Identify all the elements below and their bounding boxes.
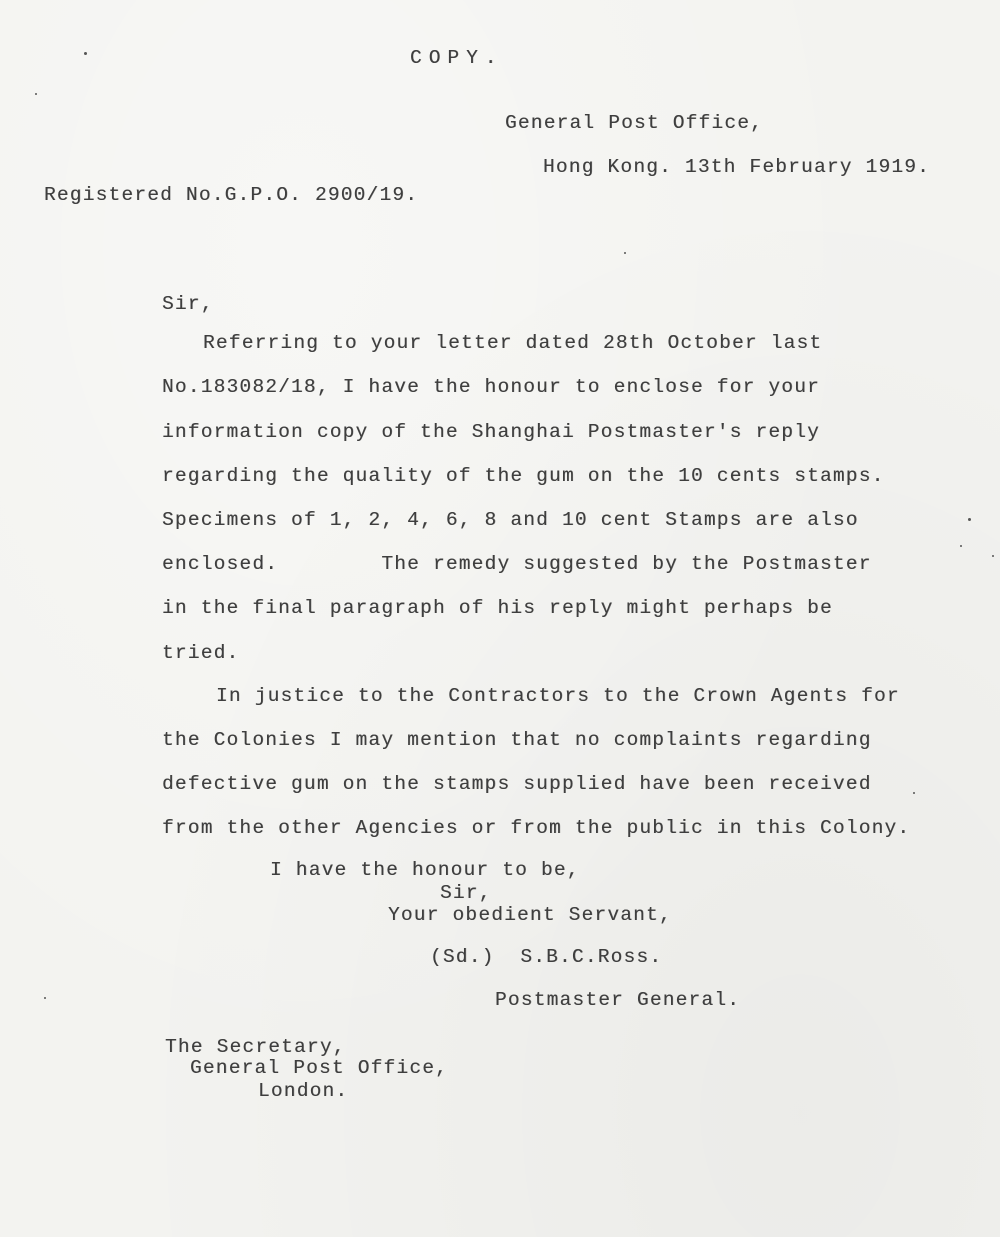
addressee-line: London. <box>258 1080 349 1102</box>
body-line: Specimens of 1, 2, 4, 6, 8 and 10 cent Stamps are also <box>162 509 859 531</box>
paper-speck <box>624 252 626 254</box>
registered-number: Registered No.G.P.O. 2900/19. <box>44 184 419 206</box>
closing-line: I have the honour to be, <box>270 859 580 881</box>
addressee-line: The Secretary, <box>165 1036 346 1058</box>
salutation: Sir, <box>162 293 214 315</box>
paper-speck <box>913 792 915 794</box>
signatory-title: Postmaster General. <box>495 989 741 1011</box>
body-line: In justice to the Contractors to the Crown Agents for <box>216 685 900 707</box>
paper-speck <box>35 93 37 95</box>
closing-sir: Sir, <box>440 882 492 904</box>
paper-speck <box>992 555 994 557</box>
paper-speck <box>968 518 971 521</box>
body-line: defective gum on the stamps supplied have been received <box>162 773 872 795</box>
paper-speck <box>44 997 46 999</box>
signature-line: (Sd.) S.B.C.Ross. <box>430 946 663 968</box>
body-line: Referring to your letter dated 28th October last <box>203 332 823 354</box>
body-line: tried. <box>162 642 240 664</box>
body-line: enclosed. The remedy suggested by the Postmaster <box>162 553 872 575</box>
body-line: information copy of the Shanghai Postmaster's reply <box>162 421 820 443</box>
body-line: regarding the quality of the gum on the 10 cents stamps. <box>162 465 885 487</box>
closing-servant: Your obedient Servant, <box>388 904 672 926</box>
body-line: from the other Agencies or from the public in this Colony. <box>162 817 911 839</box>
body-line: the Colonies I may mention that no complaints regarding <box>162 729 872 751</box>
copy-mark: COPY. <box>410 47 504 69</box>
paper-speck <box>960 545 962 547</box>
paper-speck <box>84 52 87 55</box>
addressee-line: General Post Office, <box>190 1057 449 1079</box>
body-line: in the final paragraph of his reply might perhaps be <box>162 597 833 619</box>
place-and-date: Hong Kong. 13th February 1919. <box>543 156 931 178</box>
sender-office: General Post Office, <box>505 112 764 134</box>
body-line: No.183082/18, I have the honour to enclose for your <box>162 376 820 398</box>
